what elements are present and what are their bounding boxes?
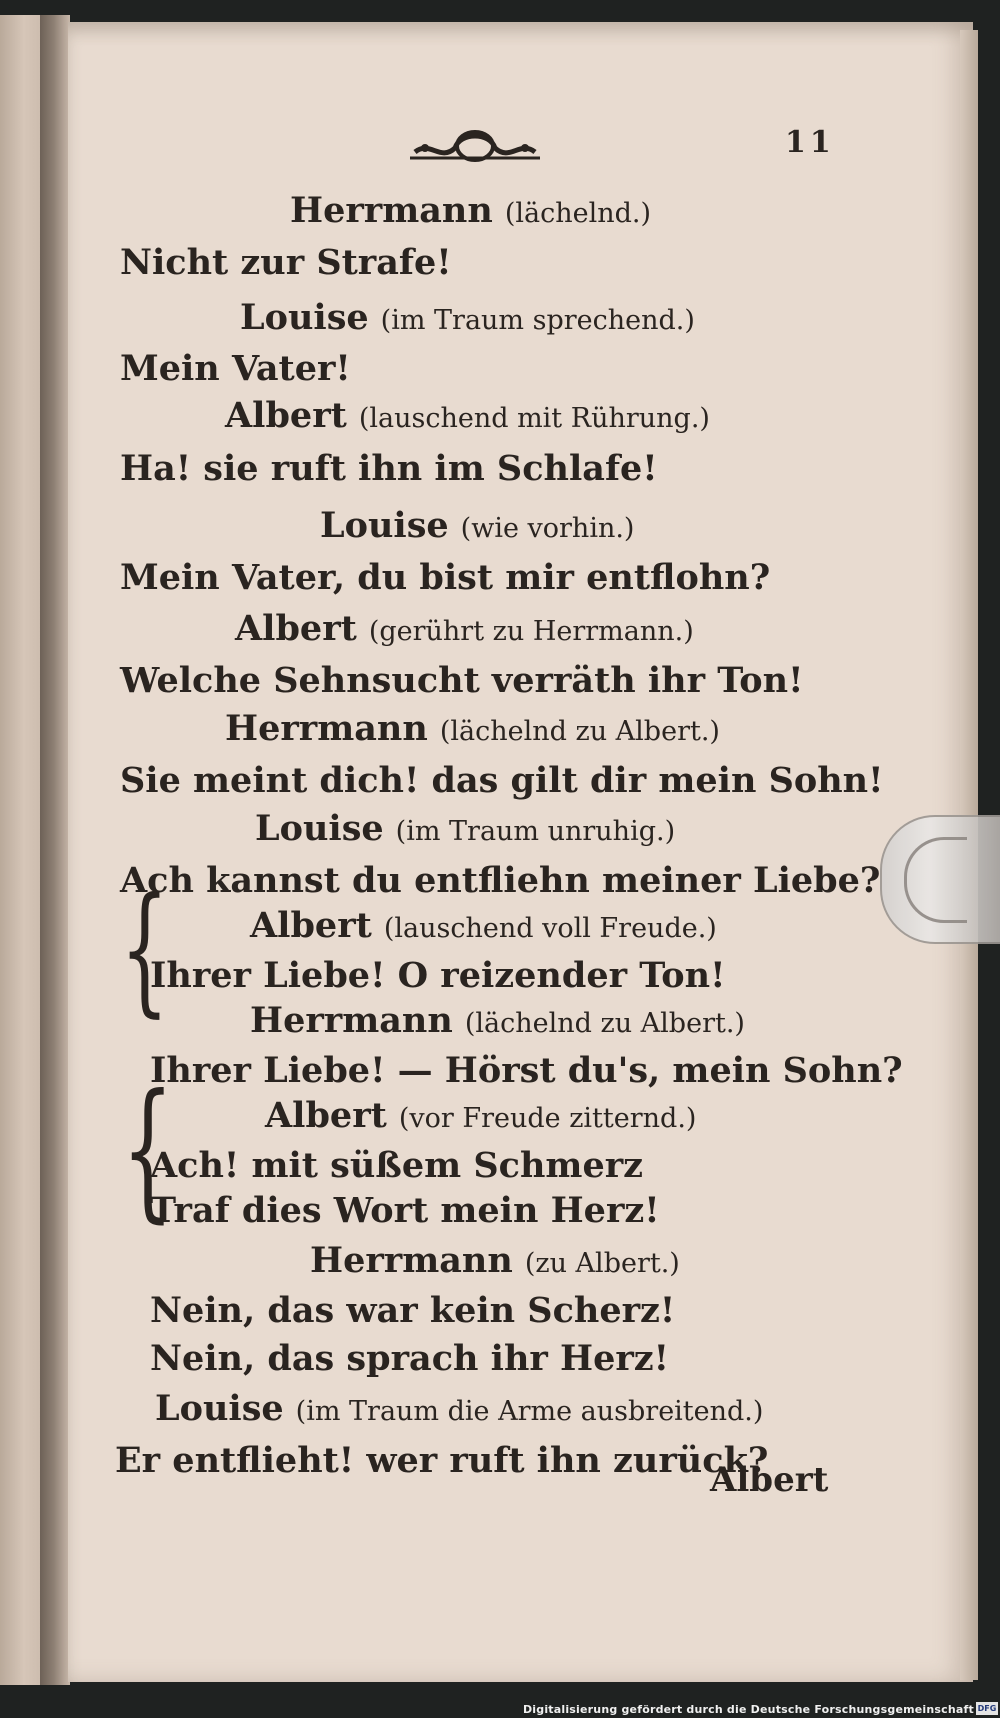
verse-line: Ach! mit süßem Schmerz [150, 1145, 644, 1186]
speaker-name: Albert [265, 1095, 387, 1136]
stage-direction: (im Traum unruhig.) [395, 816, 676, 847]
speaker-line [240, 297, 695, 338]
dfg-logo: DFG [977, 1704, 997, 1713]
stage-direction: (lächelnd zu Albert.) [439, 716, 720, 747]
speaker-name: Albert [250, 905, 372, 946]
stage-direction: (lauschend mit Rührung.) [358, 403, 710, 434]
brace-duet-1: { [120, 868, 170, 1031]
speaker-line [310, 1240, 680, 1281]
stage-direction: (zu Albert.) [524, 1248, 680, 1279]
speaker-line [265, 1095, 696, 1136]
speaker-name: Louise [240, 297, 369, 338]
stage-direction: (lächelnd zu Albert.) [464, 1008, 745, 1039]
speaker-line [250, 905, 717, 946]
speaker-name: Albert [225, 395, 347, 436]
speaker-line [290, 190, 651, 231]
verse-line: Mein Vater, du bist mir entflohn? [120, 557, 771, 598]
verse-line: Nein, das sprach ihr Herz! [150, 1338, 670, 1379]
page-number: 11 [785, 125, 835, 160]
speaker-line [225, 708, 720, 749]
stage-direction: (gerührt zu Herrmann.) [368, 616, 694, 647]
speaker-name: Louise [320, 505, 449, 546]
catchword: Albert [710, 1460, 829, 1500]
verse-line: Nicht zur Strafe! [120, 242, 452, 283]
verse-line: Ha! sie ruft ihn im Schlafe! [120, 448, 658, 489]
brace-duet-2: { [121, 1063, 174, 1237]
speaker-name: Herrmann [310, 1240, 513, 1281]
speaker-name: Louise [255, 808, 384, 849]
speaker-name: Herrmann [225, 708, 428, 749]
speaker-line [250, 1000, 745, 1041]
speaker-line [155, 1388, 763, 1429]
stage-direction: (im Traum sprechend.) [380, 305, 695, 336]
stage-direction: (lächelnd.) [504, 198, 652, 229]
speaker-line [320, 505, 634, 546]
verse-line: Welche Sehnsucht verräth ihr Ton! [120, 660, 804, 701]
speaker-name: Herrmann [290, 190, 493, 231]
verse-line: Er entflieht! wer ruft ihn zurück? [115, 1440, 769, 1481]
speaker-name: Albert [235, 608, 357, 649]
verse-line: Nein, das war kein Scherz! [150, 1290, 676, 1331]
verse-line: Ach kannst du entfliehn meiner Liebe? [120, 860, 881, 901]
digitization-credit: Digitalisierung gefördert durch die Deutsche Forschungsgemeinschaft [522, 1703, 974, 1716]
verse-line: Traf dies Wort mein Herz! [150, 1190, 660, 1231]
stage-direction: (im Traum die Arme ausbreitend.) [295, 1396, 764, 1427]
stage-direction: (wie vorhin.) [460, 513, 635, 544]
speaker-name: Herrmann [250, 1000, 453, 1041]
speaker-name: Louise [155, 1388, 284, 1429]
verse-line: Sie meint dich! das gilt dir mein Sohn! [120, 760, 884, 801]
paper-clip-tab [880, 815, 1000, 944]
stage-direction: (lauschend voll Freude.) [383, 913, 717, 944]
speaker-line [235, 608, 694, 649]
verse-line: Mein Vater! [120, 348, 351, 389]
verse-line: Ihrer Liebe! O reizender Ton! [150, 955, 726, 996]
verse-line: Ihrer Liebe! — Hörst du's, mein Sohn? [150, 1050, 903, 1091]
ornament-icon [405, 122, 545, 172]
stage-direction: (vor Freude zitternd.) [398, 1103, 697, 1134]
left-page-edge [0, 15, 40, 1685]
speaker-line [225, 395, 710, 436]
speaker-line [255, 808, 675, 849]
book-gutter [40, 15, 70, 1685]
